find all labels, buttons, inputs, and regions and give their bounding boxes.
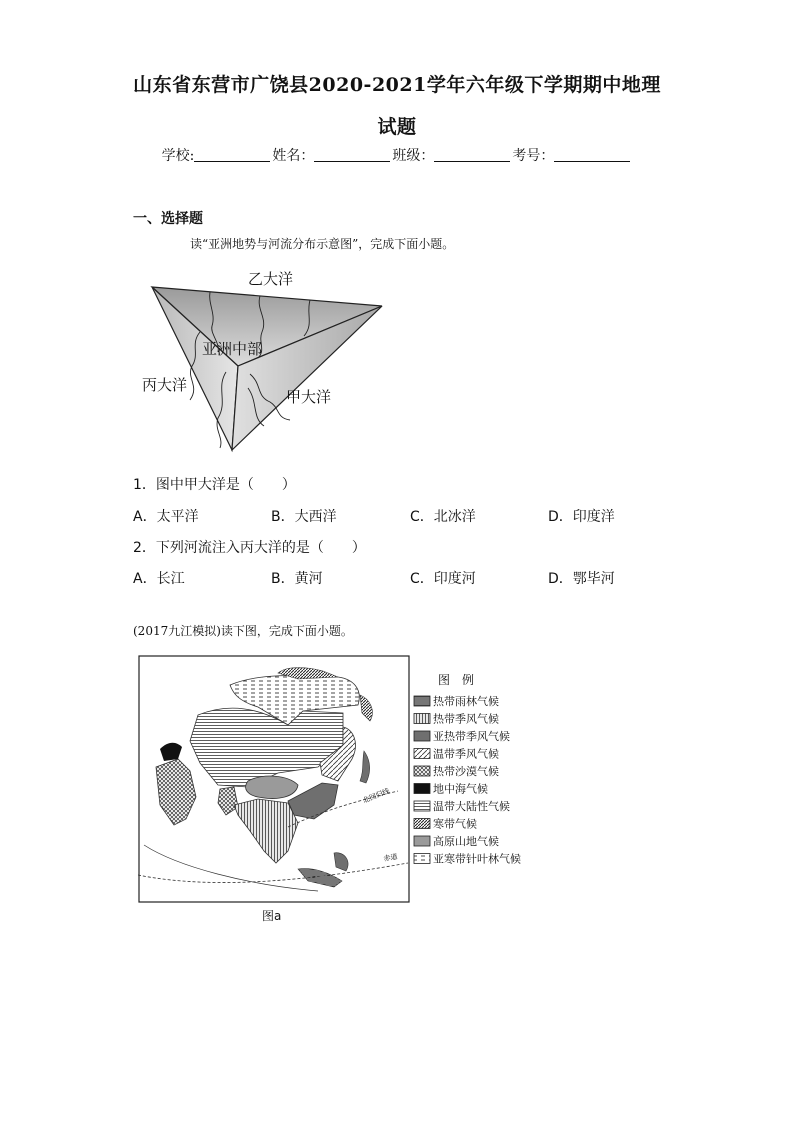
legend-swatch — [414, 819, 430, 829]
equator-label: 赤道 — [382, 852, 399, 863]
class-label: 班级： — [392, 148, 435, 164]
name-field[interactable] — [314, 147, 390, 162]
question-2: 2．下列河流注入丙大洋的是（ ） — [133, 540, 366, 556]
label-bing-ocean: 丙大洋 — [142, 376, 188, 394]
school-label: 学校: — [161, 148, 195, 164]
legend-swatch — [414, 784, 430, 794]
legend-swatch — [414, 696, 430, 706]
legend-title: 图 例 — [438, 673, 475, 687]
name-label: 姓名： — [272, 148, 315, 164]
class-field[interactable] — [434, 147, 510, 162]
legend-label: 亚热带季风气候 — [433, 730, 510, 743]
legend-swatch — [414, 836, 430, 846]
legend-swatch — [414, 714, 430, 724]
map-caption: 图a — [262, 909, 282, 923]
legend-swatch — [414, 854, 430, 864]
legend-label: 热带沙漠气候 — [433, 765, 499, 778]
legend-label: 地中海气候 — [433, 782, 488, 796]
legend-label: 寒带气候 — [433, 817, 477, 831]
q1-option-a[interactable]: A．太平洋 — [133, 509, 199, 525]
q2-option-a[interactable]: A．长江 — [133, 571, 185, 587]
legend-label: 热带雨林气候 — [433, 695, 499, 708]
legend-items — [414, 694, 521, 866]
label-jia-ocean: 甲大洋 — [286, 388, 332, 406]
q2-option-b[interactable]: B．黄河 — [271, 571, 323, 587]
region-plateau — [246, 776, 298, 798]
legend-label: 热带季风气候 — [433, 712, 499, 726]
legend-label: 高原山地气候 — [433, 835, 499, 848]
q1-option-c[interactable]: C．北冰洋 — [410, 509, 476, 525]
tropic-label: 北回归线 — [361, 786, 391, 805]
legend-swatch — [414, 731, 430, 741]
asia-climate-map — [138, 655, 410, 903]
asia-terrain-diagram — [130, 262, 400, 462]
map-legend — [412, 670, 532, 870]
student-info-line — [0, 145, 794, 165]
question-1: 1．图中甲大洋是（ ） — [133, 477, 296, 493]
document-title-continued: 试题 — [377, 116, 417, 138]
q2-option-c[interactable]: C．印度河 — [410, 571, 476, 587]
document-title: 山东省东营市广饶县2020-2021学年六年级下学期期中地理 — [133, 74, 661, 96]
id-label: 考号： — [512, 148, 555, 164]
section-heading: 一、选择题 — [133, 211, 203, 227]
legend-swatch — [414, 749, 430, 759]
intro-text-1: 读“亚洲地势与河流分布示意图”，完成下面小题。 — [190, 237, 455, 251]
legend-label: 温带大陆性气候 — [433, 800, 510, 813]
label-yi-ocean: 乙大洋 — [248, 270, 294, 288]
legend-label: 亚寒带针叶林气候 — [433, 852, 521, 866]
id-field[interactable] — [554, 147, 630, 162]
q2-option-d[interactable]: D．鄂毕河 — [548, 571, 615, 587]
intro-text-2: (2017九江模拟)读下图，完成下面小题。 — [133, 624, 353, 638]
legend-swatch — [414, 766, 430, 776]
legend-swatch — [414, 801, 430, 811]
q1-option-b[interactable]: B．大西洋 — [271, 509, 337, 525]
label-central-asia: 亚洲中部 — [202, 340, 263, 358]
legend-label: 温带季风气候 — [433, 747, 499, 761]
q1-option-d[interactable]: D．印度洋 — [548, 509, 615, 525]
school-field[interactable] — [194, 147, 270, 162]
